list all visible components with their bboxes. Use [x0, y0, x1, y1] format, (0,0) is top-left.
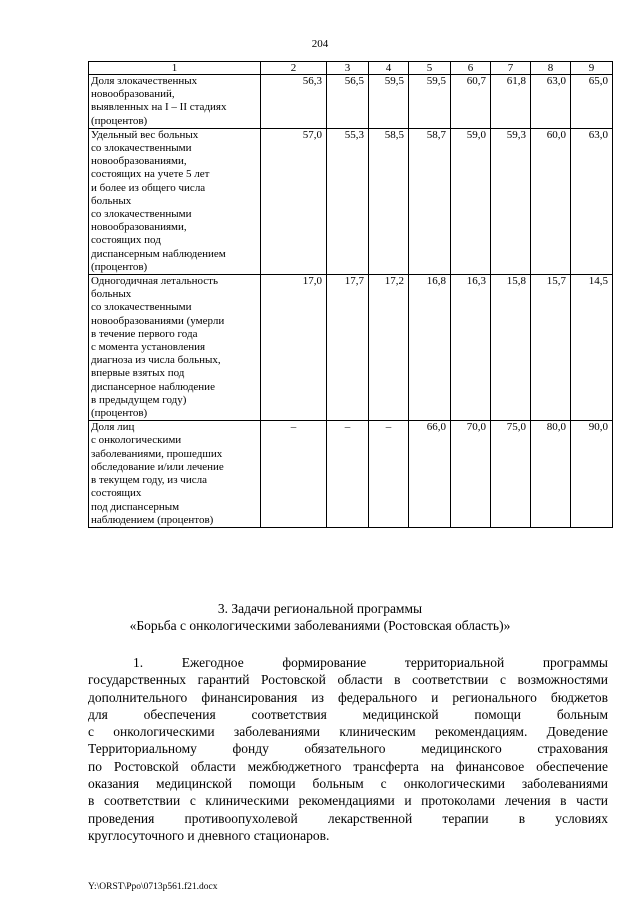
table-cell: 15,7: [531, 275, 571, 421]
table-cell: 66,0: [409, 421, 451, 528]
table-cell: 70,0: [451, 421, 491, 528]
indicators-table: [88, 61, 613, 528]
paragraph-line: круглосуточного и дневного стационаров.: [88, 827, 330, 843]
table-cell: 63,0: [571, 128, 613, 274]
table-cell: 14,5: [571, 275, 613, 421]
paragraph-line: по Ростовской области межбюджетного трансферта на финансовое обеспечение: [88, 758, 608, 774]
table-row: [89, 275, 613, 421]
table-cell: 63,0: [531, 75, 571, 129]
table-header-row: [89, 62, 613, 75]
column-header: 9: [571, 62, 613, 75]
body-paragraph: [88, 654, 608, 844]
table-cell: 17,0: [261, 275, 327, 421]
paragraph-line: Территориальному фонду обязательного медицинского страхования: [88, 741, 608, 757]
table-cell: 60,0: [531, 128, 571, 274]
row-label: Удельный вес больных со злокачественными новообразованиями, состоящих на учете 5 лет и более из общего числа больных со злокачественными новообразованиями, состоящих под диспансерным наблюдением (процентов): [89, 128, 261, 274]
row-label: Доля лиц с онкологическими заболеваниями, прошедших обследование и/или лечение в текущем году, из числа состоящих под диспансерным наблюдением (процентов): [89, 421, 261, 528]
table-cell: 59,5: [369, 75, 409, 129]
table-cell: 16,3: [451, 275, 491, 421]
table-cell: 59,5: [409, 75, 451, 129]
column-header: 1: [89, 62, 261, 75]
paragraph-line: дополнительного финансирования из федерального и регионального бюджетов: [88, 689, 608, 705]
paragraph-line: с онкологическими заболеваниями клиническим рекомендациям. Доведение: [88, 724, 608, 740]
paragraph-line: для обеспечения соответствия медицинской помощи больным: [88, 706, 608, 722]
column-header: 4: [369, 62, 409, 75]
file-path-footer: Y:\ORST\Ppo\0713p561.f21.docx: [88, 882, 218, 892]
table-cell: 75,0: [491, 421, 531, 528]
column-header: 5: [409, 62, 451, 75]
table-cell: 60,7: [451, 75, 491, 129]
column-header: 2: [261, 62, 327, 75]
table-cell: 90,0: [571, 421, 613, 528]
section-heading: [0, 600, 640, 634]
table-row: [89, 128, 613, 274]
table-row: [89, 75, 613, 129]
column-header: 6: [451, 62, 491, 75]
paragraph-line: 1. Ежегодное формирование территориальной программы: [133, 655, 608, 670]
column-header: 8: [531, 62, 571, 75]
paragraph-line: проведения противоопухолевой лекарственной терапии в условиях: [88, 810, 608, 826]
table-cell: 17,7: [327, 275, 369, 421]
page-number: 204: [311, 38, 329, 50]
section-title-line1: 3. Задачи региональной программы: [217, 601, 423, 616]
table-cell: 61,8: [491, 75, 531, 129]
table-cell: 58,5: [369, 128, 409, 274]
table-cell: 59,3: [491, 128, 531, 274]
table-cell: 55,3: [327, 128, 369, 274]
table-cell: –: [369, 421, 409, 528]
paragraph-line: оказания медицинской помощи больным с онкологическими заболеваниями: [88, 776, 608, 792]
row-label: Доля злокачественных новообразований, выявленных на I – II стадиях (процентов): [89, 75, 261, 129]
column-header: 7: [491, 62, 531, 75]
table-cell: –: [327, 421, 369, 528]
section-title-line2: «Борьба с онкологическими заболеваниями (Ростовская область)»: [129, 618, 511, 633]
table-cell: 57,0: [261, 128, 327, 274]
table-cell: 65,0: [571, 75, 613, 129]
table-cell: 56,5: [327, 75, 369, 129]
table-cell: 56,3: [261, 75, 327, 129]
paragraph-line: государственных гарантий Ростовской области в соответствии с возможностями: [88, 672, 608, 688]
table-cell: 58,7: [409, 128, 451, 274]
table-cell: 16,8: [409, 275, 451, 421]
table-cell: 15,8: [491, 275, 531, 421]
table-row: [89, 421, 613, 528]
table-cell: 80,0: [531, 421, 571, 528]
table-cell: 59,0: [451, 128, 491, 274]
table-cell: 17,2: [369, 275, 409, 421]
paragraph-line: в соответствии с клиническими рекомендациями и протоколами лечения в части: [88, 793, 608, 809]
column-header: 3: [327, 62, 369, 75]
table-cell: –: [261, 421, 327, 528]
row-label: Одногодичная летальность больных со злокачественными новообразованиями (умерли в течение первого года с момента установления диагноза из числа больных, впервые взятых под диспансерное наблюдение в предыдущем году) (процентов): [89, 275, 261, 421]
